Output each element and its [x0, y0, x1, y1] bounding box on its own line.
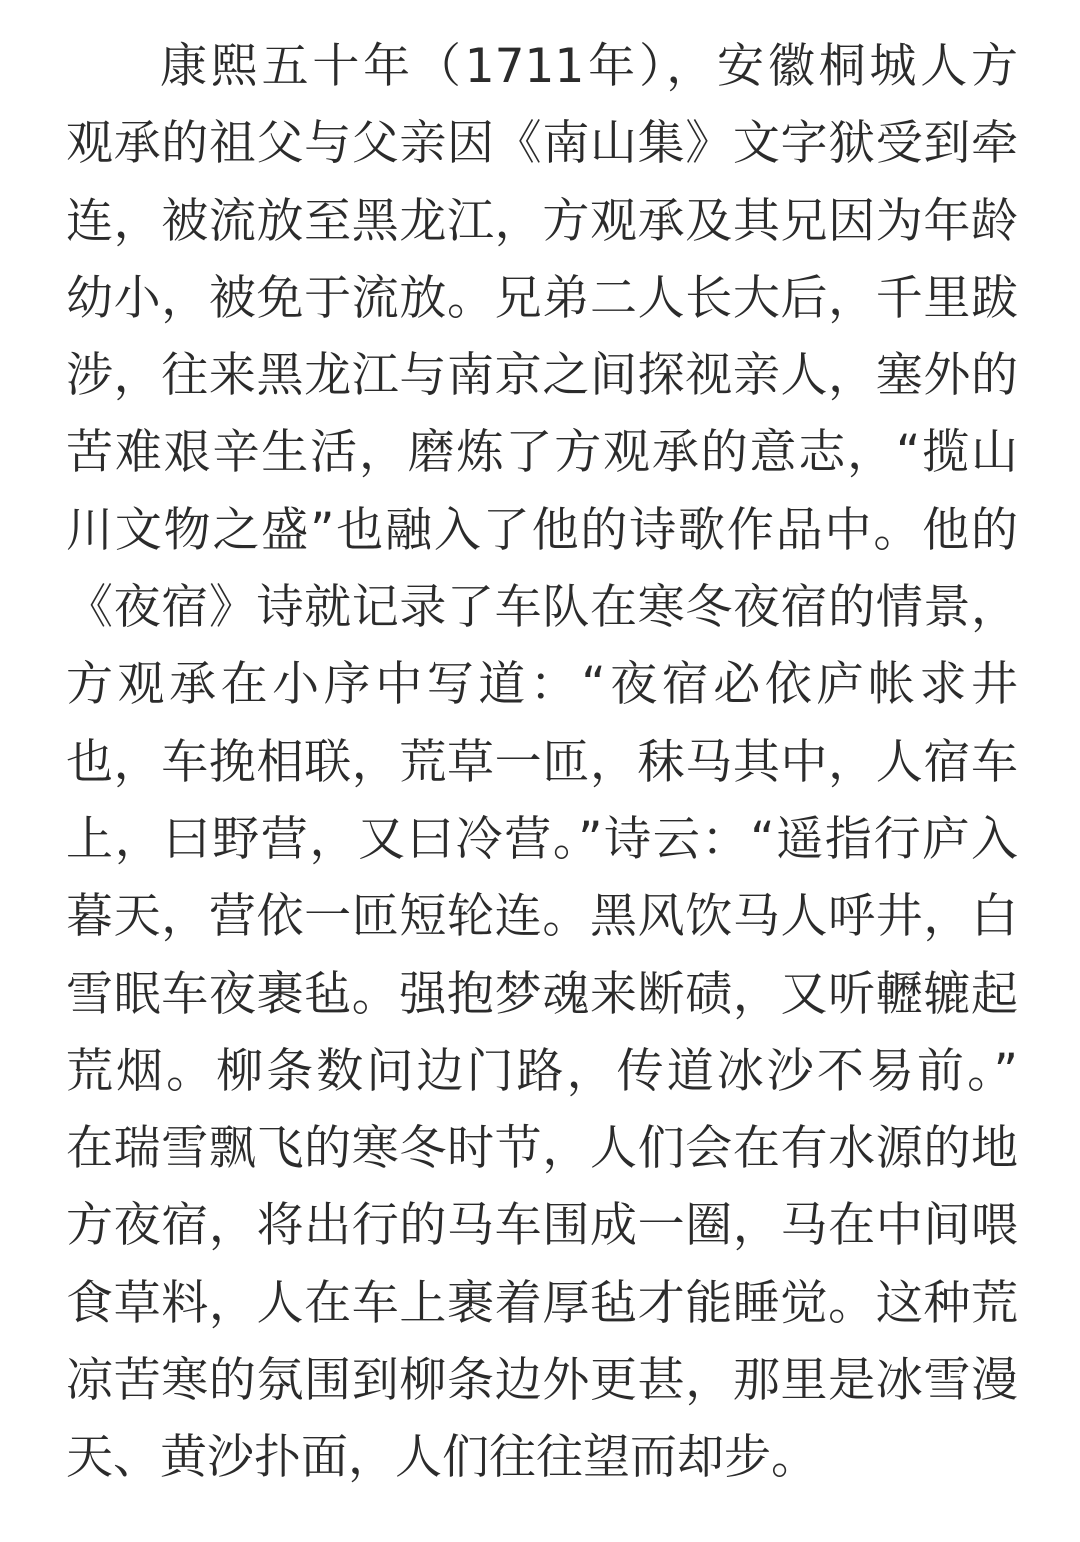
- text-line: 《夜宿》诗就记录了车队在寒冬夜宿的情景，: [66, 580, 1018, 636]
- text-line: 天、黄沙扑面，人们往往望而却步。: [66, 1430, 818, 1486]
- text-line: 上，曰野营，又曰冷营。”诗云：“遥指行庐入: [66, 811, 1018, 867]
- text-line: 苦难艰辛生活，磨炼了方观承的意志，“揽山: [66, 425, 1018, 481]
- text-line: 幼小，被免于流放。兄弟二人长大后，千里跋: [66, 270, 1018, 326]
- text-line: 连，被流放至黑龙江，方观承及其兄因为年龄: [66, 193, 1018, 249]
- text-line: 涉，往来黑龙江与南京之间探视亲人，塞外的: [66, 348, 1018, 404]
- text-line: 在瑞雪飘飞的寒冬时节，人们会在有水源的地: [66, 1121, 1018, 1177]
- text-line: 观承的祖父与父亲因《南山集》文字狱受到牵: [66, 116, 1018, 172]
- text-line: 康熙五十年（1711年），安徽桐城人方: [160, 39, 1018, 94]
- text-line: 暮天，营依一匝短轮连。黑风饮马人呼井，白: [66, 889, 1018, 945]
- text-line: 荒烟。柳条数问边门路，传道冰沙不易前。”: [66, 1043, 1018, 1099]
- text-line: 川文物之盛”也融入了他的诗歌作品中。他的: [66, 502, 1018, 558]
- text-line: 食草料，人在车上裹着厚毡才能睡觉。这种荒: [66, 1275, 1018, 1331]
- text-line: 凉苦寒的氛围到柳条边外更甚，那里是冰雪漫: [66, 1353, 1018, 1409]
- text-line: 方观承在小序中写道：“夜宿必依庐帐求井: [66, 657, 1018, 713]
- article-paragraph: [66, 28, 1018, 1497]
- text-line: 方夜宿，将出行的马车围成一圈，马在中间喂: [66, 1198, 1018, 1254]
- text-line: 也，车挽相联，荒草一匝，秣马其中，人宿车: [66, 734, 1018, 790]
- text-line: 雪眠车夜裹毡。强抱梦魂来断碛，又听轣辘起: [66, 966, 1018, 1022]
